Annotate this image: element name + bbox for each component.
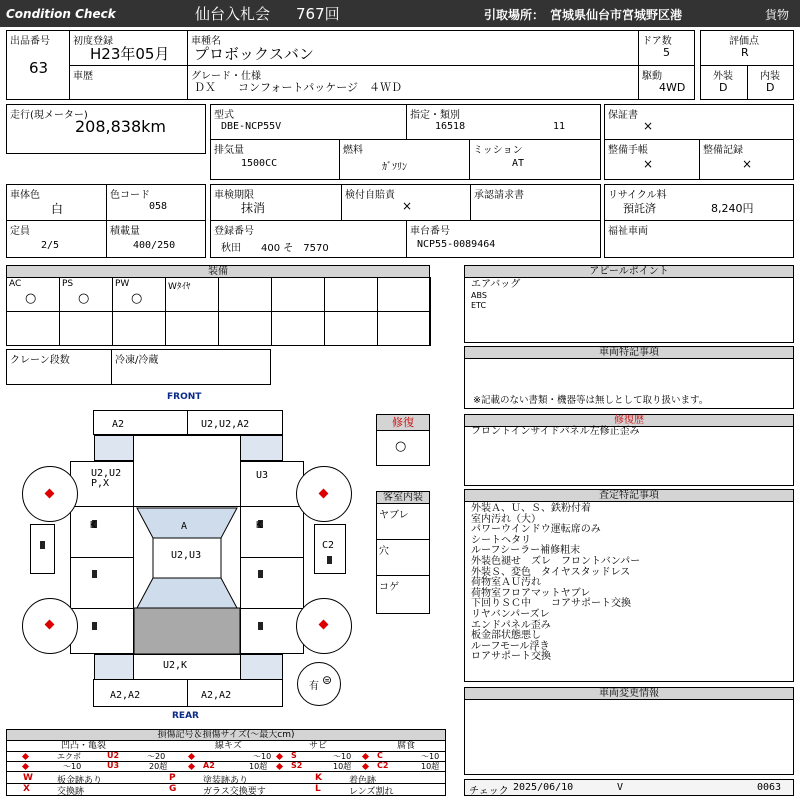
inspection-value: 抹消 — [241, 201, 266, 215]
rear-light-right — [240, 654, 283, 680]
cabin-row-hole — [377, 540, 429, 576]
maintenance-cell — [604, 139, 700, 180]
fuel-label: 燃料 — [343, 145, 363, 156]
first-reg-label: 初度登録 — [73, 36, 113, 47]
body-color-label: 車体色 — [10, 190, 40, 201]
legend-size-cell: エクボ — [57, 752, 81, 761]
lot-no-value: 63 — [29, 59, 49, 77]
header-bar — [0, 0, 800, 27]
brand-title: Condition Check — [6, 7, 116, 21]
handle-left-4-icon — [92, 622, 97, 630]
handle-right-4-icon — [327, 556, 332, 564]
equipment-cell — [377, 277, 431, 312]
legend-size-cell: 〜10 — [421, 752, 440, 761]
equipment-cell — [112, 277, 166, 312]
first-reg-value: H23年05月 — [90, 45, 170, 63]
legend-g4-label: 腐食 — [397, 741, 416, 751]
inspection-note-line: 板金部状態悪し — [471, 630, 541, 642]
warranty-cell — [604, 104, 794, 140]
fuel-cell — [339, 139, 470, 180]
hood — [133, 435, 241, 507]
equipment-cell — [165, 277, 219, 312]
doors-value: 5 — [663, 46, 670, 59]
reg-no-value: 秋田 400 そ 7570 — [221, 243, 329, 254]
record-cell — [699, 139, 794, 180]
chassis-label: 車台番号 — [410, 226, 450, 237]
capacity-value: 2/5 — [41, 240, 60, 251]
legend-size-cell: 〜10 — [63, 762, 82, 771]
inspection-note-line: シートヘタリ — [471, 534, 531, 546]
legend-code: G — [169, 784, 177, 794]
record-value: × — [742, 157, 753, 171]
lot-no-label: 出品番号 — [10, 36, 50, 47]
interior-label: 内装 — [760, 71, 780, 82]
legend-g2-label: 線キズ — [215, 741, 242, 751]
inspection-note-line: 下回りＳＣ中 コアサポート交換 — [471, 598, 631, 610]
check-row — [464, 779, 794, 796]
mark-rear-right: A2,A2 — [201, 690, 232, 701]
equipment-cell — [218, 277, 272, 312]
repair-history-title: 修復歴 — [465, 415, 793, 427]
equipment-cell — [324, 277, 378, 312]
category-label: 貨物 — [765, 8, 790, 22]
inspection-note-line: 外装色褪せ ズレ フロントバンパー — [471, 556, 641, 567]
reg-no-cell — [210, 220, 407, 258]
legend-size-cell: 〜10 — [253, 752, 272, 761]
body-color-cell — [6, 184, 107, 221]
legend-code: W — [23, 773, 33, 783]
capacity-cell — [6, 220, 107, 258]
legend-code: P — [169, 773, 176, 783]
grade-score-label: 評価点 — [729, 36, 759, 47]
mark-rear-panel: U2,K — [163, 660, 188, 671]
equipment-cell — [271, 277, 325, 312]
repair-history-text: フロントインサイドパネル左修正歪み — [471, 426, 640, 437]
model-name-cell — [187, 30, 639, 66]
front-label: FRONT — [167, 392, 202, 402]
recycle-fee: 8,240円 — [711, 202, 754, 215]
equipment-cell — [6, 311, 60, 346]
history-label: 車歴 — [73, 71, 93, 82]
inspection-note-line: リヤバンパーズレ — [471, 609, 550, 620]
cargo-area — [134, 608, 240, 654]
self-insp-value: × — [402, 199, 413, 213]
transmission-label: ミッション — [473, 145, 523, 156]
cabin-row-tear — [377, 504, 429, 540]
mark-right-door: K — [256, 520, 263, 531]
legend-size-cell: C — [377, 751, 383, 760]
inspection-note-line: 荷物室フロアマットヤブレ — [471, 587, 591, 599]
cabin-row-tear-label: ヤブレ — [379, 510, 409, 521]
maintenance-value: × — [643, 157, 654, 171]
rear-bumper-left — [93, 679, 188, 707]
inspection-note-line: 室内汚れ（大） — [471, 513, 541, 525]
appeal-title: アピールポイント — [465, 266, 793, 278]
record-label: 整備記録 — [703, 145, 743, 156]
equipment-title: 装備 — [7, 266, 429, 278]
inspection-notes-panel — [464, 489, 794, 682]
body-color-value: 白 — [51, 202, 64, 216]
equipment-cell — [112, 311, 166, 346]
front-bumper-left — [93, 410, 188, 435]
fuel-value: ｶﾞｿﾘﾝ — [382, 162, 407, 173]
left-rear-quarter — [70, 608, 134, 654]
legend-size-cell: 10超 — [249, 762, 268, 771]
freezer-cell — [111, 349, 271, 385]
notes-title: 車両特記事項 — [465, 347, 793, 359]
legend-size-cell: A2 — [203, 761, 215, 770]
legend-size-cell: S — [291, 751, 297, 760]
mark-rear-left: A2,A2 — [110, 690, 141, 701]
approval-label: 承認請求書 — [474, 190, 524, 201]
front-light-left — [94, 435, 134, 461]
warranty-label: 保証書 — [608, 110, 638, 121]
repair-box-mark: ○ — [395, 439, 407, 454]
freezer-label: 冷凍/冷蔵 — [115, 355, 159, 366]
load-value: 400/250 — [133, 240, 176, 251]
legend-size-cell: S2 — [291, 761, 303, 770]
inspection-note-line: パワーウインドウ運転席のみ — [471, 524, 601, 536]
session-no: 767回 — [296, 5, 340, 23]
handle-left-1-icon — [40, 541, 45, 549]
cabin-box — [376, 491, 430, 614]
legend-code-desc: 着色跡 — [349, 776, 377, 786]
cabin-title: 客室内装 — [377, 492, 429, 504]
recycle-status: 預託済 — [623, 202, 656, 215]
model-name-value: プロボックスバン — [194, 45, 314, 63]
right-rear-door — [240, 557, 304, 609]
pickup-value: 宮城県仙台市宮城野区港 — [550, 8, 683, 22]
equipment-cell — [218, 311, 272, 346]
grade-score-cell — [700, 30, 794, 66]
handle-right-3-icon — [258, 622, 263, 630]
designation-label: 指定・類別 — [410, 110, 460, 121]
legend-code-desc: ガラス交換要す — [203, 787, 266, 797]
crane-cell — [6, 349, 112, 385]
inspection-note-line: ロアサポート交換 — [471, 651, 551, 663]
reg-no-label: 登録番号 — [214, 226, 254, 237]
model-name-label: 車種名 — [191, 36, 221, 47]
cabin-row-burn — [377, 576, 429, 613]
repair-history-panel — [464, 414, 794, 486]
auction-name: 仙台入札会 — [195, 5, 271, 23]
right-rear-quarter — [240, 608, 304, 654]
cabin-row-hole-label: 穴 — [379, 546, 389, 557]
legend-g1-label: 凹凸・亀裂 — [61, 741, 107, 751]
equipment-item-label: PW — [115, 279, 130, 289]
exterior-value: D — [719, 81, 728, 94]
legend-code: L — [315, 784, 321, 794]
change-info-title: 車両変更情報 — [465, 688, 793, 700]
appeal-line-2: ABS — [471, 291, 487, 300]
inspection-notes-title: 査定特記事項 — [465, 490, 793, 502]
legend-size-cell: 〜20 — [147, 752, 166, 761]
color-code-cell — [106, 184, 206, 221]
legend-size-cell: U2 — [107, 751, 120, 760]
spare-label: 有 — [309, 681, 319, 692]
warranty-value: × — [643, 119, 654, 133]
transmission-value: AT — [512, 158, 525, 169]
repair-box — [376, 414, 430, 466]
interior-value: D — [766, 81, 775, 94]
handle-right-2-icon — [258, 570, 263, 578]
maintenance-label: 整備手帳 — [608, 145, 648, 156]
recycle-label: リサイクル料 — [608, 190, 667, 201]
inspection-note-line: ルーフシーラー補修粗末 — [471, 545, 581, 557]
notes-footer: ※記載のない書類・機器等は無しとして取り扱います。 — [473, 395, 709, 406]
equipment-item-label: PS — [62, 279, 74, 289]
check-mark: V — [617, 782, 624, 793]
mark-front-bumper-right: U2,U2,A2 — [201, 419, 250, 430]
legend-code-desc: 板金跡あり — [57, 776, 103, 786]
left-front-door — [70, 506, 134, 558]
first-reg-cell — [69, 30, 188, 66]
equipment-cell — [6, 277, 60, 312]
displacement-value: 1500CC — [241, 158, 278, 169]
chassis-cell — [406, 220, 601, 258]
legend-size-cell: 10超 — [421, 762, 440, 771]
mark-left-door: K — [90, 520, 97, 531]
legend-panel — [6, 729, 446, 796]
mileage-cell — [6, 104, 206, 154]
legend-code: X — [23, 784, 30, 794]
recycle-cell — [604, 184, 794, 221]
type-cell — [210, 104, 407, 140]
welfare-cell — [604, 220, 794, 258]
transmission-cell — [469, 139, 601, 180]
color-code-value: 058 — [149, 201, 168, 212]
lot-no-cell — [6, 30, 70, 100]
self-insp-cell — [341, 184, 471, 221]
drive-label: 駆動 — [642, 71, 662, 82]
type-label: 型式 — [214, 110, 234, 121]
mark-right-side: C2 — [322, 540, 335, 551]
cabin-row-burn-label: コゲ — [379, 582, 399, 593]
equipment-cell — [324, 311, 378, 346]
equipment-item-label: AC — [9, 279, 22, 289]
mark-windshield: A — [181, 521, 188, 532]
handle-left-3-icon — [92, 570, 97, 578]
check-date: 2025/06/10 — [513, 782, 574, 793]
pickup-label: 引取場所： — [484, 8, 545, 22]
legend-size-cell: 〜10 — [333, 752, 352, 761]
inspection-cell — [210, 184, 342, 221]
rear-light-left — [94, 654, 134, 680]
equipment-cell — [377, 311, 431, 346]
left-rear-door — [70, 557, 134, 609]
appeal-panel — [464, 265, 794, 343]
interior-cell — [747, 65, 794, 100]
load-label: 積載量 — [110, 226, 140, 237]
crane-label: クレーン段数 — [10, 355, 70, 366]
mark-right-front: U3 — [256, 470, 269, 481]
grade-label: グレード・仕様 — [191, 71, 261, 82]
equipment-cell — [165, 311, 219, 346]
legend-size-cell: 10超 — [333, 762, 352, 771]
equipment-item-mark: ○ — [131, 291, 143, 306]
equipment-item-mark: ○ — [78, 291, 90, 306]
inspection-note-line: ルーフモール浮き — [471, 640, 550, 652]
load-cell — [106, 220, 206, 258]
equipment-cell — [271, 311, 325, 346]
inspection-label: 車検期限 — [214, 190, 254, 201]
equipment-cell — [59, 311, 113, 346]
color-code-label: 色コード — [110, 190, 150, 201]
drive-cell — [638, 65, 695, 100]
category-no-value: 11 — [553, 121, 566, 132]
doors-cell — [638, 30, 695, 66]
legend-size-cell: U3 — [107, 761, 120, 770]
equipment-item-mark: ○ — [25, 291, 37, 306]
grade-score-value: R — [741, 46, 749, 59]
displacement-label: 排気量 — [214, 145, 244, 156]
change-info-panel — [464, 687, 794, 775]
capacity-label: 定員 — [10, 226, 30, 237]
appeal-line-1: エアバッグ — [471, 279, 521, 290]
legend-code-desc: レンズ割れ — [349, 787, 394, 797]
exterior-cell — [700, 65, 748, 100]
front-light-right — [240, 435, 283, 461]
inspection-note-line: 外装Ａ、Ｕ、Ｓ、鉄粉付着 — [471, 503, 591, 514]
grade-cell — [187, 65, 639, 100]
legend-size-cell: C2 — [377, 761, 389, 770]
check-label: チェック — [469, 786, 509, 797]
rear-label: REAR — [172, 711, 199, 721]
self-insp-label: 検付自賠責 — [345, 190, 395, 201]
spare-tire — [297, 662, 341, 706]
check-number: 0063 — [757, 782, 782, 793]
designation-value: 16518 — [435, 121, 466, 132]
mark-front-bumper-left: A2 — [112, 419, 125, 430]
history-cell — [69, 65, 188, 100]
rear-glass — [137, 578, 237, 608]
left-side-strip — [30, 524, 55, 574]
legend-code-desc: 交換跡 — [57, 787, 85, 797]
designation-cell — [406, 104, 601, 140]
legend-title: 損傷記号＆損傷サイズ(〜最大cm) — [7, 730, 445, 741]
drive-value: 4WD — [659, 81, 686, 94]
chassis-value: NCP55-0089464 — [417, 239, 496, 250]
type-value: DBE-NCP55V — [221, 121, 282, 132]
legend-code: K — [315, 773, 322, 783]
welfare-label: 福祉車両 — [608, 226, 648, 237]
legend-g3-label: サビ — [309, 741, 328, 751]
displacement-cell — [210, 139, 340, 180]
equipment-item-label: Wﾀｲﾔ — [168, 282, 191, 292]
mileage-label: 走行(現メーター) — [10, 110, 88, 121]
inspection-note-line: 荷物室ＡＵ汚れ — [471, 577, 541, 589]
legend-size-cell: 20超 — [149, 762, 168, 771]
right-front-fender — [240, 461, 304, 507]
legend-code-desc: 塗装跡あり — [203, 776, 249, 786]
mileage-value: 208,838km — [75, 117, 167, 136]
inspection-note-line: 外装Ｓ、変色 タイヤスタッドレス — [471, 566, 631, 578]
mark-left-front: U2,U2 P,X — [91, 468, 122, 489]
appeal-line-3: ETC — [471, 301, 487, 310]
repair-box-title: 修復 — [377, 415, 429, 431]
exterior-label: 外装 — [713, 71, 733, 82]
equipment-cell — [59, 277, 113, 312]
doors-label: ドア数 — [642, 36, 672, 47]
spare-icon: ⊜ — [322, 673, 333, 687]
grade-value: ＤＸ コンフォートパッケージ ４ＷＤ — [194, 81, 403, 94]
right-front-door — [240, 506, 304, 558]
notes-panel — [464, 346, 794, 409]
mark-roof: U2,U3 — [171, 550, 202, 561]
inspection-note-line: エンドパネル歪み — [471, 619, 551, 631]
approval-cell — [470, 184, 601, 221]
